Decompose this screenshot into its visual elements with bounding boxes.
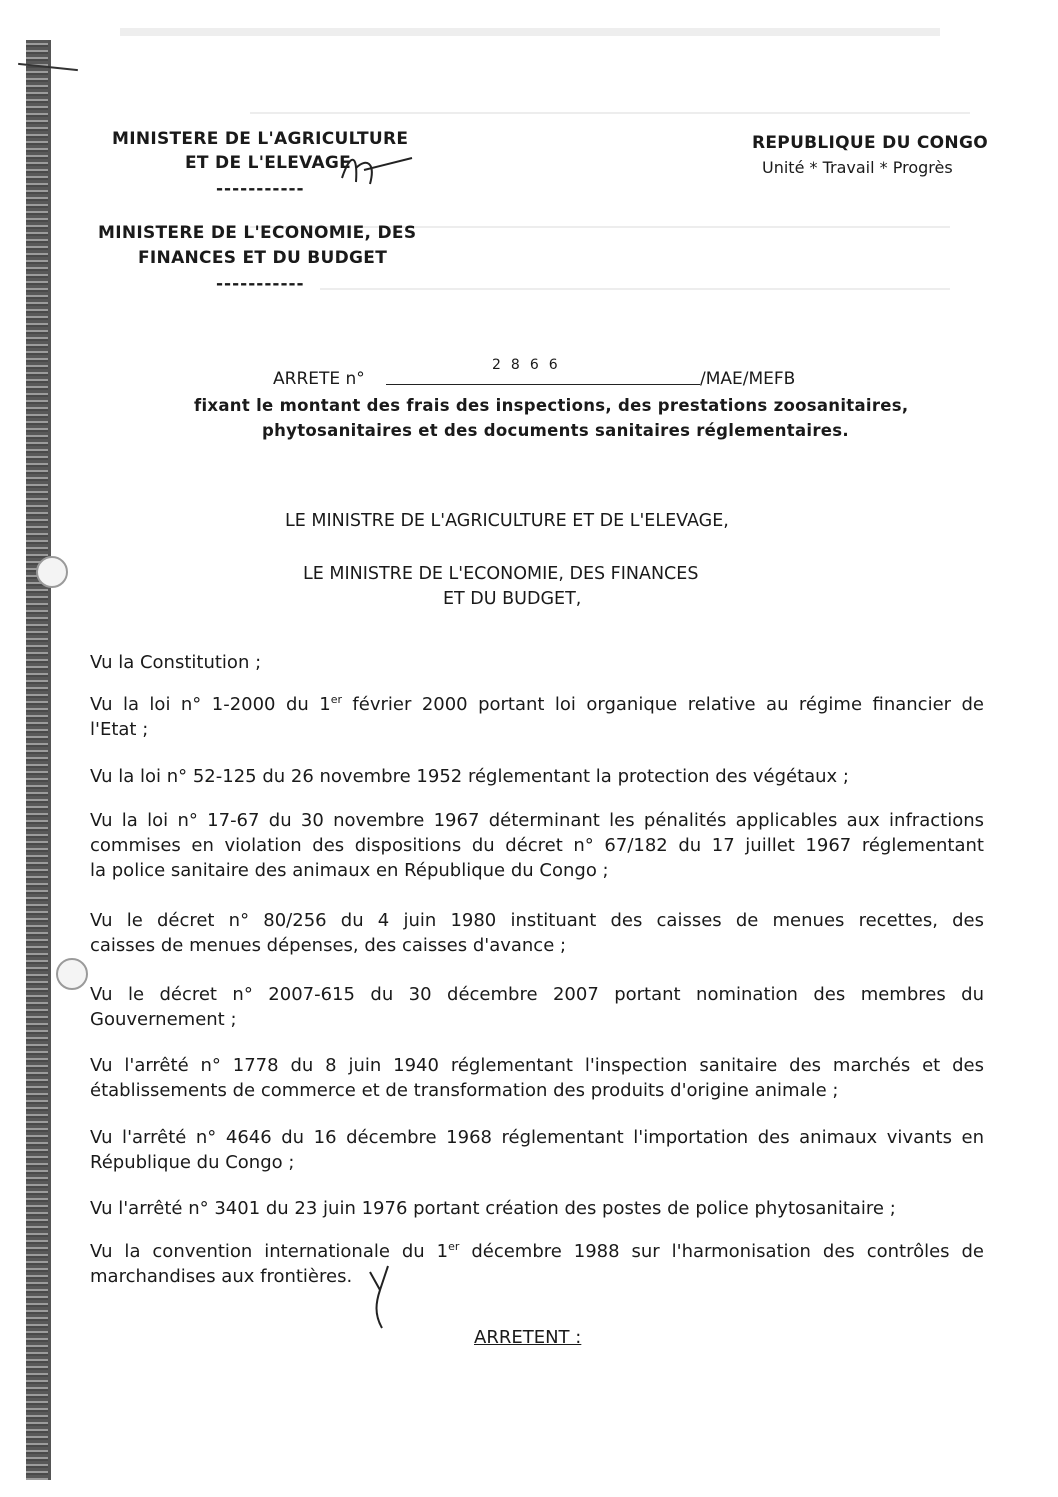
bleed-through-line [320, 288, 950, 290]
reference-arrete-3401 [90, 1196, 984, 1221]
reference-arrete-4646 [90, 1125, 984, 1175]
reference-line: établissements de commerce et de transformation des produits d'origine animale ; [90, 1080, 839, 1101]
country-name: REPUBLIQUE DU CONGO [752, 133, 988, 153]
initials-mark [366, 1262, 396, 1332]
reference-line: Vu la loi n° 1-2000 du 1er février 2000 portant loi organique relative au régime financier de [90, 693, 984, 715]
minister-economy-line2: ET DU BUDGET, [443, 589, 582, 609]
separator-2: ----------- [216, 274, 305, 294]
decree-subject-line2: phytosanitaires et des documents sanitaires réglementaires. [262, 421, 849, 440]
reference-line: Vu la Constitution ; [90, 652, 262, 673]
reference-decret-80-256 [90, 908, 984, 958]
ministry-agriculture-line1: MINISTERE DE L'AGRICULTURE [112, 129, 409, 149]
decree-number: 2866 [492, 357, 568, 373]
reference-line: Vu la loi n° 17-67 du 30 novembre 1967 déterminant les pénalités applicables aux infractions [90, 810, 984, 831]
reference-arrete-1778 [90, 1053, 984, 1103]
reference-convention-1988 [90, 1239, 984, 1289]
ministry-economy-line1: MINISTERE DE L'ECONOMIE, DES [98, 223, 417, 243]
minister-agriculture: LE MINISTRE DE L'AGRICULTURE ET DE L'ELEVAGE, [285, 511, 729, 531]
reference-line: Vu l'arrêté n° 4646 du 16 décembre 1968 réglementant l'importation des animaux vivants en [90, 1127, 984, 1148]
reference-line: l'Etat ; [90, 719, 149, 740]
separator-1: ----------- [216, 179, 305, 199]
minister-economy-line1: LE MINISTRE DE L'ECONOMIE, DES FINANCES [303, 564, 699, 584]
conclusion-arretent: ARRETENT : [474, 1327, 582, 1348]
decree-suffix: /MAE/MEFB [700, 369, 796, 389]
reference-line: Vu l'arrêté n° 3401 du 23 juin 1976 portant création des postes de police phytosanitaire ; [90, 1198, 896, 1219]
reference-line: marchandises aux frontières. [90, 1266, 353, 1287]
reference-line: Vu l'arrêté n° 1778 du 8 juin 1940 réglementant l'inspection sanitaire des marchés et des [90, 1055, 984, 1076]
decree-number-underline [386, 384, 700, 385]
punch-hole-top [36, 556, 68, 588]
reference-loi-1-2000 [90, 692, 984, 742]
decree-subject-line1: fixant le montant des frais des inspections, des prestations zoosanitaires, [194, 396, 909, 415]
decree-prefix: ARRETE n° [273, 369, 365, 389]
scan-smudge [120, 28, 940, 36]
reference-line: Gouvernement ; [90, 1009, 237, 1030]
reference-line: Vu la loi n° 52-125 du 26 novembre 1952 réglementant la protection des végétaux ; [90, 766, 849, 787]
reference-loi-17-67 [90, 808, 984, 883]
reference-line: caisses de menues dépenses, des caisses d'avance ; [90, 935, 567, 956]
bleed-through-line [250, 112, 970, 114]
reference-line: République du Congo ; [90, 1152, 295, 1173]
ministry-economy-line2: FINANCES ET DU BUDGET [138, 248, 388, 268]
punch-hole-bottom [56, 958, 88, 990]
reference-line: Vu le décret n° 2007-615 du 30 décembre 2007 portant nomination des membres du [90, 984, 984, 1005]
reference-constitution [90, 650, 984, 675]
national-motto: Unité * Travail * Progrès [762, 158, 953, 177]
reference-line: commises en violation des dispositions du décret n° 67/182 du 17 juillet 1967 réglementant [90, 835, 984, 856]
ordinal-suffix: er [448, 1240, 460, 1253]
binding-edge [48, 40, 51, 1480]
reference-line: Vu la convention internationale du 1er décembre 1988 sur l'harmonisation des contrôles de [90, 1240, 984, 1262]
reference-line: Vu le décret n° 80/256 du 4 juin 1980 instituant des caisses de menues recettes, des [90, 910, 984, 931]
reference-line: la police sanitaire des animaux en République du Congo ; [90, 860, 609, 881]
binding-strip [26, 40, 48, 1480]
ordinal-suffix: er [330, 693, 342, 706]
initials-mark [336, 148, 416, 190]
reference-loi-52-125 [90, 764, 984, 789]
reference-decret-2007-615 [90, 982, 984, 1032]
ministry-agriculture-line2: ET DE L'ELEVAGE [185, 153, 352, 173]
